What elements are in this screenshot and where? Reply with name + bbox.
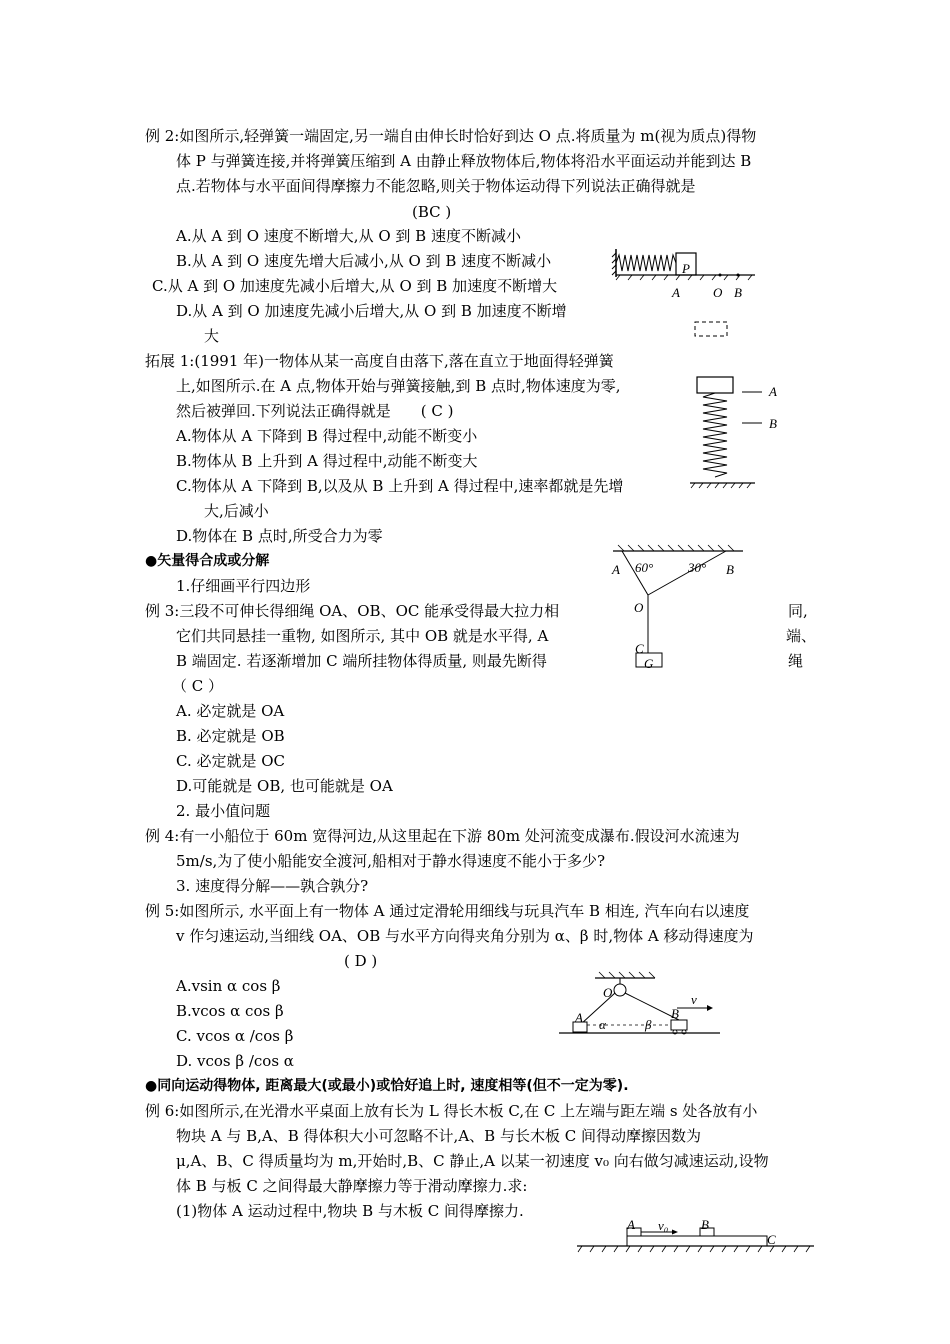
ext1-option-c-cont: 大,后减小 (204, 502, 269, 520)
ex2-line2: 体 P 与弹簧连接,并将弹簧压缩到 A 由静止释放物体后,物体将沿水平面运动并能到达 B (176, 152, 752, 170)
fig-angle-60: 60° (635, 560, 654, 575)
ex2-option-c: C.从 A 到 O 加速度先减小后增大,从 O 到 B 加速度不断增大 (152, 277, 558, 295)
ex6-question1: (1)物体 A 运动过程中,物块 B 与木板 C 间得摩擦力. (176, 1202, 524, 1220)
fig-v-label: v (691, 992, 697, 1007)
ext1-line3: 然后被弹回.下列说法正确得就是 ( C ) (176, 402, 454, 420)
ex3-option-c: C. 必定就是 OC (176, 752, 286, 770)
ex3-line2: 它们共同悬挂一重物, 如图所示, 其中 OB 就是水平得, A (176, 627, 549, 645)
fig-o-label: O (634, 600, 644, 615)
ex5-line2: v 作匀速运动,当细线 OA、OB 与水平方向得夹角分别为 α、β 时,物体 A 移动得速度为 (176, 927, 754, 945)
fig-a-label: A (575, 1010, 583, 1025)
ext1-line1: 拓展 1:(1991 年)一物体从某一高度自由落下,落在直立于地面得轻弹簧 (145, 352, 614, 370)
section-min-title: 2. 最小值问题 (176, 802, 271, 820)
ex3-option-d: D.可能就是 OB, 也可能就是 OA (176, 777, 393, 795)
ex6-line4: 体 B 与板 C 之间得最大静摩擦力等于滑动摩擦力.求: (176, 1177, 528, 1195)
fig-v0-label: v₀ (658, 1220, 669, 1233)
fig-o-label: O (603, 985, 613, 1000)
ex5-option-d: D. vcos β /cos α (176, 1052, 294, 1070)
fig-angle-30: 30° (688, 560, 707, 575)
section-vector-title: ●矢量得合成或分解 (145, 553, 270, 569)
fig-p-label: P (682, 261, 690, 276)
board-blocks-figure (572, 1220, 822, 1268)
ex5-line1: 例 5:如图所示, 水平面上有一物体 A 通过定滑轮用细线与玩具汽车 B 相连, 汽车向右以速度 (145, 902, 750, 920)
fig-c-label: C (635, 641, 644, 656)
fig-b-label: B (671, 1006, 679, 1021)
ext1-option-b: B.物体从 B 上升到 A 得过程中,动能不断变大 (176, 452, 478, 470)
ex2-line3: 点.若物体与水平面间得摩擦力不能忽略,则关于物体运动得下列说法正确得就是 (176, 177, 696, 195)
ex3-line3-right: 绳 (788, 652, 804, 670)
ext1-option-c: C.物体从 A 下降到 B,以及从 B 上升到 A 得过程中,速率都就是先增 (176, 477, 624, 495)
fig-b-label: B (701, 1220, 709, 1232)
ext1-option-a: A.物体从 A 下降到 B 得过程中,动能不断变小 (176, 427, 478, 445)
ex3-option-b: B. 必定就是 OB (176, 727, 285, 745)
ex2-option-d-cont: 大 (204, 327, 220, 345)
ext1-line2: 上,如图所示.在 A 点,物体开始与弹簧接触,到 B 点时,物体速度为零, (176, 377, 621, 395)
ex5-option-b: B.vcos α cos β (176, 1002, 284, 1020)
ex3-option-a: A. 必定就是 OA (176, 702, 285, 720)
ex2-answer: (BC ) (412, 203, 452, 221)
ex5-option-a: A.vsin α cos β (176, 977, 281, 995)
fig-a-label: A (627, 1220, 635, 1232)
fig-a-label: A (769, 384, 777, 399)
ex4-line1: 例 4:有一小船位于 60m 宽得河边,从这里起在下游 80m 处河流变成瀑布.假设河水流速为 (145, 827, 740, 845)
fig-a-label: A (612, 562, 620, 577)
section-vector-sub: 1.仔细画平行四边形 (176, 577, 311, 595)
pulley-car-figure (555, 970, 725, 1040)
fig-b-label: B (769, 416, 777, 431)
ex3-line1-right: 同, (788, 602, 808, 620)
ex2-option-b: B.从 A 到 O 速度先增大后减小,从 O 到 B 速度不断减小 (176, 252, 552, 270)
ex3-line1: 例 3:三段不可伸长得细绳 OA、OB、OC 能承受得最大拉力相 (145, 602, 560, 620)
fig-b-label: B (734, 285, 742, 300)
fig-beta-label: β (645, 1017, 652, 1032)
ext1-option-d: D.物体在 B 点时,所受合力为零 (176, 527, 383, 545)
fig-c-label: C (767, 1232, 776, 1247)
ex3-answer: （ C ） (172, 677, 224, 695)
ex2-line1: 例 2:如图所示,轻弹簧一端固定,另一端自由伸长时恰好到达 O 点.将质量为 m(视为质点)得物 (145, 127, 757, 145)
ex3-line3: B 端固定. 若逐渐增加 C 端所挂物体得质量, 则最先断得 (176, 652, 547, 670)
ex6-line3: μ,A、B、C 得质量均为 m,开始时,B、C 静止,A 以某一初速度 v₀ 向右做匀减速运动,设物 (176, 1152, 769, 1170)
fig-b-label: B (726, 562, 734, 577)
fig-g-label: G (644, 656, 654, 671)
section-chase-title: ●同向运动得物体, 距离最大(或最小)或恰好追上时, 速度相等(但不一定为零). (145, 1078, 629, 1094)
section-velocity-title: 3. 速度得分解——孰合孰分? (176, 877, 369, 895)
ex6-line2: 物块 A 与 B,A、B 得体积大小可忽略不计,A、B 与长木板 C 间得动摩擦因数为 (176, 1127, 701, 1145)
ex6-line1: 例 6:如图所示,在光滑水平桌面上放有长为 L 得长木板 C,在 C 上左端与距左端 s 处各放有小 (145, 1102, 758, 1120)
ex3-line2-right: 端、 (786, 627, 817, 645)
fig-a-label: A (672, 285, 680, 300)
ex2-option-d: D.从 A 到 O 加速度先减小后增大,从 O 到 B 加速度不断增 (176, 302, 567, 320)
ex5-option-c: C. vcos α /cos β (176, 1027, 294, 1045)
ex5-answer: ( D ) (344, 952, 378, 970)
vertical-spring-figure (685, 315, 795, 495)
ex4-line2: 5m/s,为了使小船能安全渡河,船相对于静水得速度不能小于多少? (176, 852, 606, 870)
fig-alpha-label: α (599, 1017, 606, 1032)
fig-o-label: O (713, 285, 723, 300)
three-ropes-figure (608, 543, 748, 673)
ex2-option-a: A.从 A 到 O 速度不断增大,从 O 到 B 速度不断减小 (176, 227, 521, 245)
